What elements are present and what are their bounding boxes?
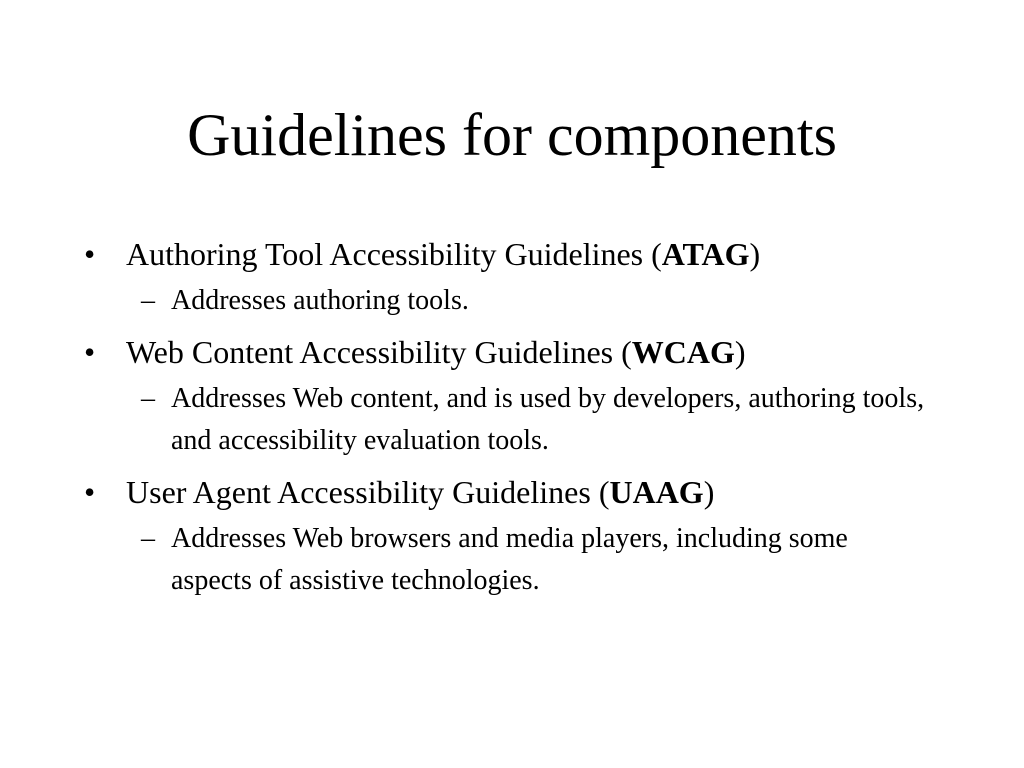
sub-bullet — [0, 378, 1024, 462]
bullet-item-wcag — [0, 326, 1024, 462]
dash-icon: – — [141, 383, 155, 414]
bullet-text-prefix: Web Content Accessibility Guidelines ( — [126, 334, 632, 370]
bullet-acronym: UAAG — [609, 474, 704, 510]
sub-bullet — [0, 518, 1024, 602]
bullet-text-suffix: ) — [703, 474, 715, 510]
dash-icon: – — [141, 523, 155, 554]
sub-bullet-text: Addresses Web browsers and media players, including some aspects of assistive technologies. — [171, 523, 848, 596]
bullet-dot-icon: • — [84, 334, 96, 370]
bullet-acronym: WCAG — [631, 334, 735, 370]
bullet-text-prefix: Authoring Tool Accessibility Guidelines ( — [126, 236, 662, 272]
bullet-line — [0, 326, 1024, 378]
bullet-text-suffix: ) — [734, 334, 746, 370]
bullet-dot-icon: • — [84, 236, 96, 272]
bullet-acronym: ATAG — [661, 236, 750, 272]
dash-icon: – — [141, 285, 155, 316]
bullet-item-atag — [0, 228, 1024, 322]
sub-bullet — [0, 280, 1024, 322]
sub-bullet-text: Addresses Web content, and is used by developers, authoring tools, and accessibility evaluation tools. — [171, 383, 925, 456]
bullet-line — [0, 466, 1024, 518]
bullet-item-uaag — [0, 466, 1024, 602]
bullet-line — [0, 228, 1024, 280]
sub-bullet-text: Addresses authoring tools. — [171, 285, 469, 316]
slide-title: Guidelines for components — [187, 102, 837, 168]
bullet-text-prefix: User Agent Accessibility Guidelines ( — [126, 474, 610, 510]
bullet-text-suffix: ) — [749, 236, 761, 272]
bullet-list — [0, 228, 1024, 606]
bullet-dot-icon: • — [84, 474, 96, 510]
